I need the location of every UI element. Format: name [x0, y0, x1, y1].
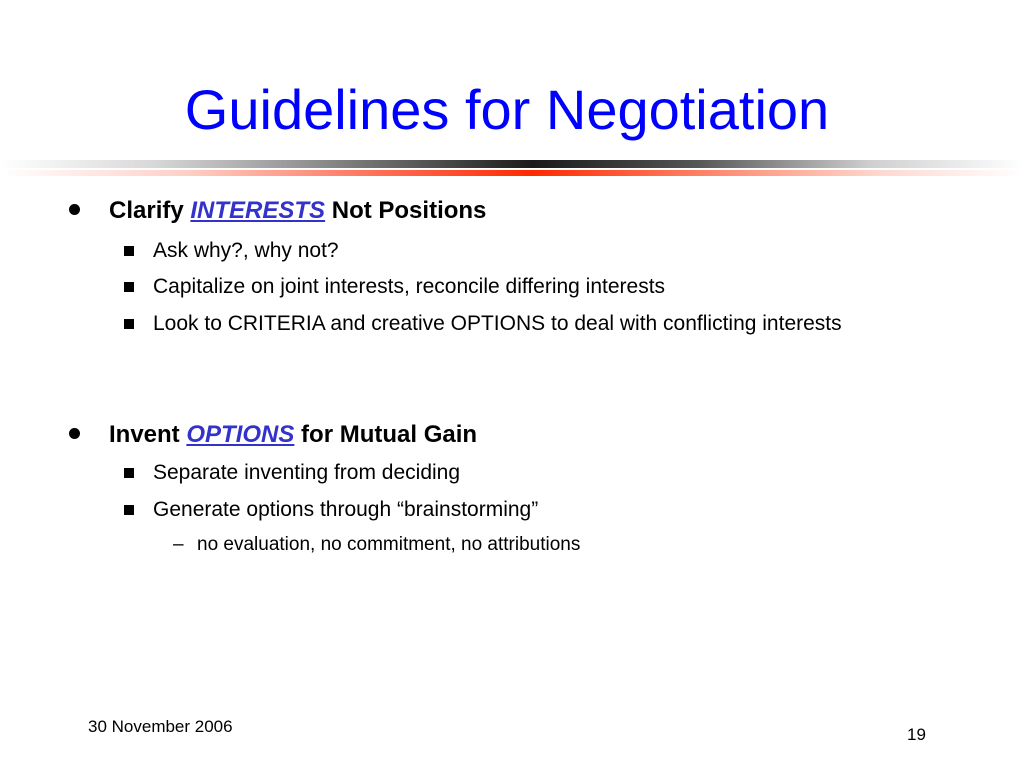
sub-bullet: [153, 235, 933, 266]
footer-date: 30 November 2006: [88, 717, 233, 736]
sub-bullet-text: Generate options through “brainstorming”: [153, 498, 539, 521]
square-bullet-icon: [124, 246, 134, 256]
sub-bullet: [153, 308, 933, 339]
dash-bullet: –: [173, 534, 184, 555]
title-divider-dark: [0, 160, 1024, 168]
bullet-lead: Invent: [109, 421, 180, 448]
bullet-dot-icon: [69, 428, 80, 439]
bullet-dot-icon: [69, 204, 80, 215]
sub-bullet: [153, 457, 933, 488]
bullet-keyword: INTERESTS: [190, 197, 326, 224]
bullet-invent-options: [109, 423, 477, 447]
title-divider-red: [0, 170, 1024, 176]
sub-bullet-text: Ask why?, why not?: [153, 239, 339, 262]
bullet-lead: Clarify: [109, 197, 184, 224]
page-number: 19: [907, 725, 926, 744]
sub-bullet-text: Look to CRITERIA and creative OPTIONS to deal with conflicting interests: [153, 312, 842, 335]
sub-bullet-text: Separate inventing from deciding: [153, 461, 461, 484]
sub-sub-bullet-text: no evaluation, no commitment, no attributions: [197, 534, 581, 555]
square-bullet-icon: [124, 319, 134, 329]
bullet-trail: Not Positions: [331, 197, 487, 224]
bullet-keyword: OPTIONS: [186, 421, 295, 448]
slide-title: Guidelines for Negotiation: [184, 78, 830, 141]
square-bullet-icon: [124, 505, 134, 515]
sub-sub-bullet: [173, 534, 581, 555]
sub-bullet: [153, 271, 933, 302]
bullet-clarify-interests: [109, 199, 486, 223]
bullet-trail: for Mutual Gain: [301, 421, 478, 448]
sub-bullet-text: Capitalize on joint interests, reconcile differing interests: [153, 275, 666, 298]
sub-bullet: [153, 494, 933, 525]
square-bullet-icon: [124, 468, 134, 478]
square-bullet-icon: [124, 282, 134, 292]
